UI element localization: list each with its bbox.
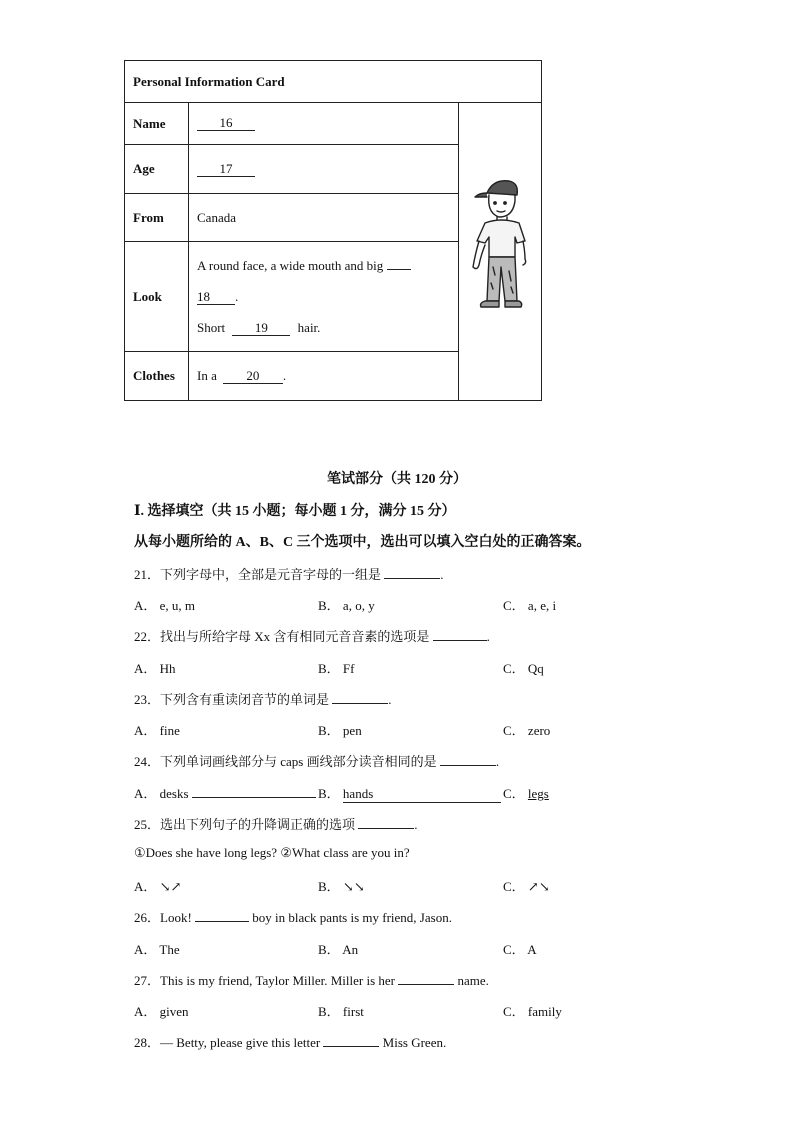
option-a: A． given	[134, 1004, 189, 1019]
question-21: 21．下列字母中，全部是元音字母的一组是 .	[134, 567, 444, 582]
label-age: Age	[125, 145, 189, 193]
answer-blank	[384, 578, 440, 579]
answer-blank	[433, 640, 487, 641]
personal-info-card	[124, 60, 542, 401]
blank-17: 17	[197, 162, 255, 177]
question-25-sentences: ①Does she have long legs? ②What class are you in?	[134, 845, 410, 860]
option-b: B． Ff	[318, 661, 355, 676]
option-c: C． family	[503, 1004, 562, 1019]
row-name	[125, 103, 458, 145]
option-b: B． a, o, y	[318, 598, 375, 613]
answer-blank	[398, 984, 454, 985]
blank-18: 18	[197, 290, 235, 305]
option-a: A． The	[134, 942, 180, 957]
option-c: C． zero	[503, 723, 551, 738]
answer-blank	[358, 828, 414, 829]
boy-illustration	[463, 171, 539, 321]
label-from: From	[125, 194, 189, 241]
answer-blank	[195, 921, 249, 922]
row-age	[125, 145, 458, 194]
question-24: 24．下列单词画线部分与 caps 画线部分读音相同的是 .	[134, 754, 500, 769]
card-divider	[458, 103, 459, 400]
option-c: C． A	[503, 942, 537, 957]
question-26: 26．Look! boy in black pants is my friend, Jason.	[134, 910, 452, 925]
question-23: 23．下列含有重读闭音节的单词是 .	[134, 692, 392, 707]
card-title: Personal Information Card	[125, 61, 541, 103]
section-title: 笔试部分（共 120 分）	[327, 472, 467, 487]
look-line1: A round face, a wide mouth and big	[197, 258, 384, 273]
question-28: 28．— Betty, please give this letter Miss Green.	[134, 1035, 447, 1050]
answer-blank	[440, 765, 496, 766]
value-from: Canada	[197, 209, 236, 225]
question-22: 22．找出与所给字母 Xx 含有相同元音音素的选项是 .	[134, 629, 490, 644]
option-c: C． a, e, i	[503, 598, 557, 613]
blank-16: 16	[197, 116, 255, 131]
label-look: Look	[125, 242, 189, 351]
option-b: B． ↘↘	[318, 879, 365, 894]
blank-20: 20	[223, 369, 283, 384]
option-b: B． first	[318, 1004, 364, 1019]
answer-blank	[332, 703, 388, 704]
row-look: Look A round face, a wide mouth and big 18 . Short 19 hair.	[125, 242, 458, 352]
option-c: C． legs	[503, 786, 549, 801]
option-b: B． pen	[318, 723, 362, 738]
option-c: C． Qq	[503, 661, 544, 676]
option-a: A． ↘↗	[134, 879, 182, 894]
answer-blank	[323, 1046, 379, 1047]
instruction: 从每小题所给的 A、B、C 三个选项中，选出可以填入空白处的正确答案。	[134, 535, 591, 550]
option-a: A． e, u, m	[134, 598, 196, 613]
row-clothes: Clothes In a 20 .	[125, 352, 458, 400]
option-b: B． An	[318, 942, 359, 957]
option-a: A． Hh	[134, 661, 176, 676]
question-27: 27．This is my friend, Taylor Miller. Miller is her name.	[134, 973, 489, 988]
option-c: C． ↗↘	[503, 879, 550, 894]
label-clothes: Clothes	[125, 352, 189, 400]
option-a: A． desks	[134, 783, 316, 802]
question-25: 25．选出下列句子的升降调正确的选项 .	[134, 817, 418, 832]
part-heading: Ⅰ. 选择填空（共 15 小题；每小题 1 分，满分 15 分）	[134, 504, 456, 519]
label-name: Name	[125, 103, 189, 144]
option-b: B． hands	[318, 783, 501, 803]
blank-19: 19	[232, 321, 290, 336]
row-from	[125, 194, 458, 242]
option-a: A． fine	[134, 723, 180, 738]
